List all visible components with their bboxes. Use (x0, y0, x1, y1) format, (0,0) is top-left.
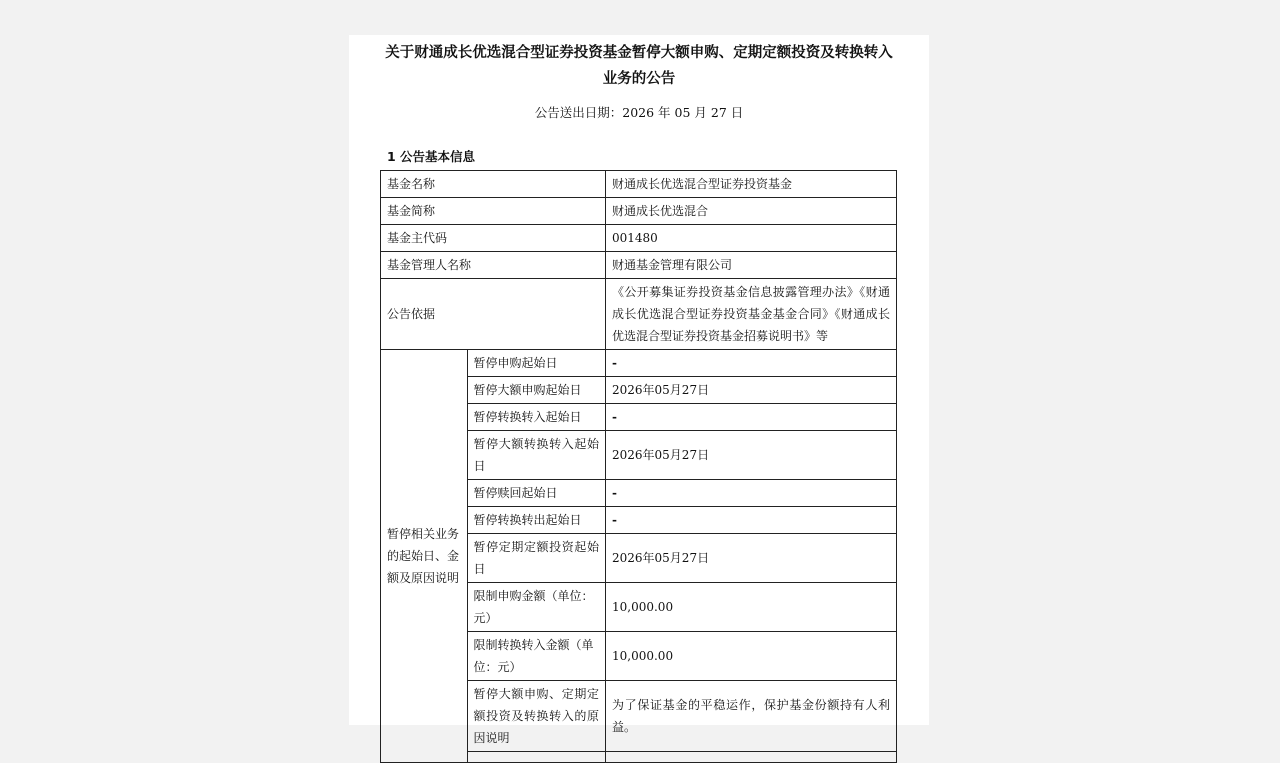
row-value: 2026年05月27日 (606, 377, 897, 404)
fund-name-label: 基金名称 (381, 171, 606, 198)
fund-short-label: 基金简称 (381, 198, 606, 225)
table-row (381, 279, 897, 350)
table-row (381, 350, 897, 377)
row-label: 限制申购金额（单位：元） (467, 583, 605, 632)
fund-info-table (380, 170, 897, 763)
fund-name-value: 财通成长优选混合型证券投资基金 (606, 171, 897, 198)
row-value: 为了保证基金的平稳运作，保护基金份额持有人利益。 (606, 681, 897, 752)
fund-short-value: 财通成长优选混合 (606, 198, 897, 225)
row-value: 2026年05月27日 (606, 534, 897, 583)
table-row (381, 198, 897, 225)
row-label: 暂停大额申购起始日 (467, 377, 605, 404)
fund-code-label: 基金主代码 (381, 225, 606, 252)
row-value: 10,000.00 (606, 632, 897, 681)
manager-value: 财通基金管理有限公司 (606, 252, 897, 279)
row-label: 暂停赎回起始日 (467, 480, 605, 507)
basis-value: 《公开募集证券投资基金信息披露管理办法》《财通成长优选混合型证券投资基金基金合同》《财通成长优选混合型证券投资基金招募说明书》等 (606, 279, 897, 350)
table-row (381, 171, 897, 198)
document-title: 关于财通成长优选混合型证券投资基金暂停大额申购、定期定额投资及转换转入业务的公告 (385, 45, 893, 87)
suspend-group-label: 暂停相关业务的起始日、金额及原因说明 (381, 350, 468, 763)
row-label: 暂停大额转换转入起始日 (467, 431, 605, 480)
row-label: 限制转换转入金额（单位：元） (467, 632, 605, 681)
table-row (381, 225, 897, 252)
row-value (606, 752, 897, 763)
fund-code-value: 001480 (606, 225, 897, 252)
row-label: 暂停转换转入起始日 (467, 404, 605, 431)
row-value: - (606, 507, 897, 534)
row-label: 暂停定期定额投资起始日 (467, 534, 605, 583)
section-heading: 1 公告基本信息 (387, 149, 476, 164)
row-label (467, 752, 605, 763)
announcement-date: 公告送出日期：2026 年 05 月 27 日 (534, 105, 744, 120)
row-label: 暂停大额申购、定期定额投资及转换转入的原因说明 (467, 681, 605, 752)
manager-label: 基金管理人名称 (381, 252, 606, 279)
row-value: 2026年05月27日 (606, 431, 897, 480)
row-label: 暂停转换转出起始日 (467, 507, 605, 534)
table-row (381, 252, 897, 279)
row-value: - (606, 480, 897, 507)
row-value: - (606, 404, 897, 431)
document-page (349, 35, 929, 745)
row-label: 暂停申购起始日 (467, 350, 605, 377)
row-value: 10,000.00 (606, 583, 897, 632)
row-value: - (606, 350, 897, 377)
basis-label: 公告依据 (381, 279, 606, 350)
